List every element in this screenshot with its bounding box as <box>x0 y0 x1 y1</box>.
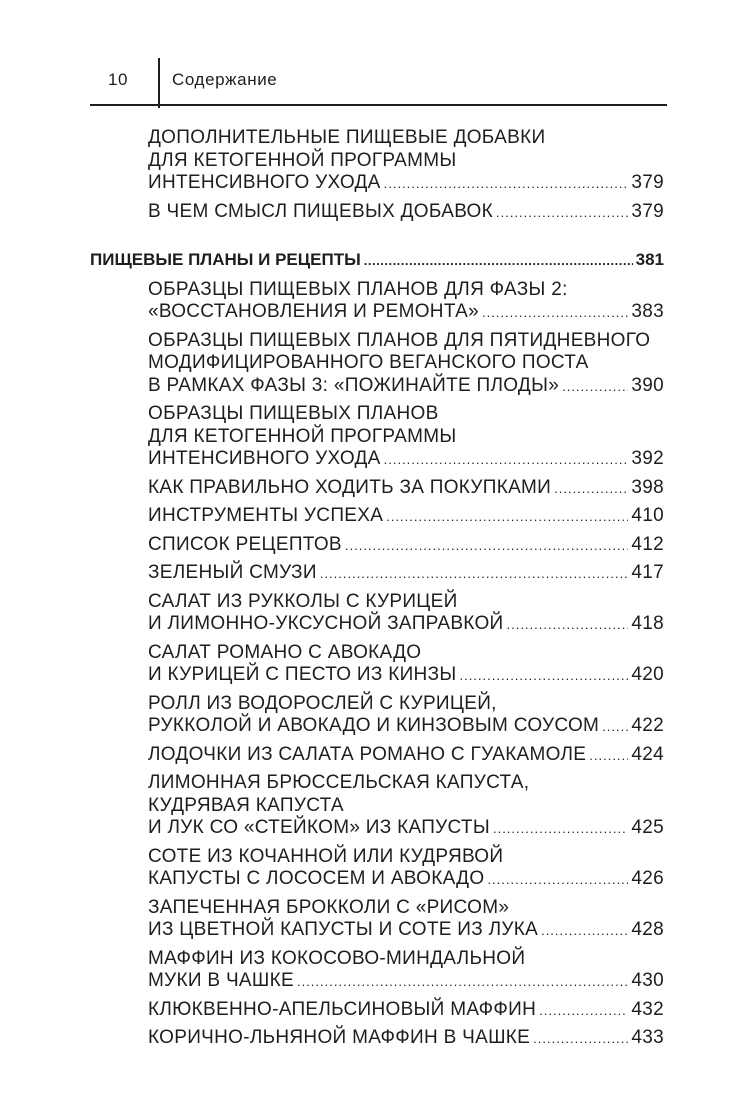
toc-section-heading[interactable] <box>90 249 664 272</box>
toc-entry-title: ИЗ ЦВЕТНОЙ КАПУСТЫ И СОТЕ ИЗ ЛУКА <box>148 919 539 940</box>
toc-entry[interactable] <box>148 1027 664 1050</box>
toc-page-number: 424 <box>631 743 664 765</box>
toc-entry[interactable] <box>148 201 664 224</box>
toc-entry-line: ДЛЯ КЕТОГЕННОЙ ПРОГРАММЫ <box>148 149 457 171</box>
toc-page-number: 417 <box>631 562 664 583</box>
toc-entry-title: КАК ПРАВИЛЬНО ХОДИТЬ ЗА ПОКУПКАМИ <box>148 476 552 498</box>
toc-entry-line: СОТЕ ИЗ КОЧАННОЙ ИЛИ КУДРЯВОЙ <box>148 845 504 867</box>
toc-page-number: 412 <box>631 533 664 555</box>
toc-entry-title: КАПУСТЫ С ЛОСОСЕМ И АВОКАДО <box>148 868 485 889</box>
toc-page-number: 432 <box>631 998 664 1020</box>
toc-entry[interactable] <box>148 330 664 398</box>
header-horizontal-divider <box>90 104 667 106</box>
toc-entry[interactable] <box>148 279 664 324</box>
toc-entry-line: ЛИМОННАЯ БРЮССЕЛЬСКАЯ КАПУСТА, <box>148 772 530 793</box>
toc-entry-line: САЛАТ РОМАНО С АВОКАДО <box>148 641 422 663</box>
toc-entry[interactable] <box>148 772 664 840</box>
toc-page-number: 430 <box>631 970 664 991</box>
toc-entry-line: ОБРАЗЦЫ ПИЩЕВЫХ ПЛАНОВ <box>148 403 439 424</box>
page-number: 10 <box>108 70 128 89</box>
dot-leader <box>459 664 628 687</box>
dot-leader <box>562 375 628 398</box>
toc-entry-title: И ЛУК СО «СТЕЙКОМ» ИЗ КАПУСТЫ <box>148 817 490 838</box>
header-vertical-divider <box>158 58 160 108</box>
dot-leader <box>487 868 628 891</box>
toc-entry[interactable] <box>148 642 664 687</box>
toc-page-number: 428 <box>631 919 664 940</box>
toc-entry-line: КУДРЯВАЯ КАПУСТА <box>148 794 344 816</box>
toc-section-title: ПИЩЕВЫЕ ПЛАНЫ И РЕЦЕПТЫ <box>90 250 361 269</box>
toc-entry[interactable] <box>148 999 664 1022</box>
toc-entry-line: РОЛЛ ИЗ ВОДОРОСЛЕЙ С КУРИЦЕЙ, <box>148 692 497 714</box>
toc-page-number: 379 <box>631 200 664 222</box>
toc-entry-title: МУКИ В ЧАШКЕ <box>148 970 294 991</box>
dot-leader <box>384 448 629 471</box>
toc-entry-title: В РАМКАХ ФАЗЫ 3: «ПОЖИНАЙТЕ ПЛОДЫ» <box>148 374 560 396</box>
toc-entry-line: ДЛЯ КЕТОГЕННОЙ ПРОГРАММЫ <box>148 425 457 447</box>
dot-leader <box>541 919 628 942</box>
dot-leader <box>386 505 628 528</box>
toc-entry-title: ИНТЕНСИВНОГО УХОДА <box>148 172 381 193</box>
toc-entry[interactable] <box>148 693 664 738</box>
dot-leader <box>345 534 628 557</box>
toc-entry-line: ДОПОЛНИТЕЛЬНЫЕ ПИЩЕВЫЕ ДОБАВКИ <box>148 127 546 148</box>
running-title: Содержание <box>172 70 278 89</box>
toc-entry[interactable] <box>148 591 664 636</box>
toc-entry[interactable] <box>148 477 664 500</box>
toc-entry-title: ЛОДОЧКИ ИЗ САЛАТА РОМАНО С ГУАКАМОЛЕ <box>148 743 587 765</box>
toc-entry-title: РУККОЛОЙ И АВОКАДО И КИНЗОВЫМ СОУСОМ <box>148 715 600 736</box>
toc-entry-line: МОДИФИЦИРОВАННОГО ВЕГАНСКОГО ПОСТА <box>148 352 589 373</box>
toc-page-number: 422 <box>631 715 664 736</box>
toc-entry-title: ЗЕЛЕНЫЙ СМУЗИ <box>148 562 317 583</box>
toc-page-number: 392 <box>631 448 664 469</box>
toc-entry[interactable] <box>148 562 664 585</box>
toc-page-number: 410 <box>631 505 664 526</box>
dot-leader <box>602 715 628 738</box>
toc-entry[interactable] <box>148 744 664 767</box>
toc-page-number: 425 <box>631 817 664 838</box>
dot-leader <box>589 744 628 767</box>
toc-entry-title: КЛЮКВЕННО-АПЕЛЬСИНОВЫЙ МАФФИН <box>148 998 537 1020</box>
toc-page-number: 379 <box>631 172 664 193</box>
toc-entry-title: И ЛИМОННО-УКСУСНОЙ ЗАПРАВКОЙ <box>148 613 504 634</box>
toc-entry-title: КОРИЧНО-ЛЬНЯНОЙ МАФФИН В ЧАШКЕ <box>148 1027 531 1048</box>
toc-entry-title: СПИСОК РЕЦЕПТОВ <box>148 533 342 555</box>
toc-entry-title: «ВОССТАНОВЛЕНИЯ И РЕМОНТА» <box>148 301 479 322</box>
toc-entry[interactable] <box>148 897 664 942</box>
dot-leader <box>539 999 628 1022</box>
toc-page-number: 390 <box>631 374 664 396</box>
dot-leader <box>496 201 628 224</box>
dot-leader <box>506 613 628 636</box>
toc-entry[interactable] <box>148 534 664 557</box>
dot-leader <box>482 301 628 324</box>
dot-leader <box>320 562 629 585</box>
toc-entry[interactable] <box>148 127 664 195</box>
toc-page-number: 433 <box>631 1027 664 1048</box>
page-header <box>0 0 738 110</box>
toc-page-number: 383 <box>631 301 664 322</box>
toc-entry-title: В ЧЕМ СМЫСЛ ПИЩЕВЫХ ДОБАВОК <box>148 200 493 222</box>
table-of-contents <box>0 127 738 1056</box>
toc-entry-line: САЛАТ ИЗ РУККОЛЫ С КУРИЦЕЙ <box>148 590 458 612</box>
dot-leader <box>533 1027 628 1050</box>
toc-entry[interactable] <box>148 948 664 993</box>
dot-leader <box>364 249 633 272</box>
toc-entry[interactable] <box>148 846 664 891</box>
dot-leader <box>384 172 629 195</box>
toc-entry-title: ИНТЕНСИВНОГО УХОДА <box>148 448 381 469</box>
toc-page-number: 398 <box>631 476 664 498</box>
toc-entry-line: ОБРАЗЦЫ ПИЩЕВЫХ ПЛАНОВ ДЛЯ ПЯТИДНЕВНОГО <box>148 329 651 351</box>
toc-entry-line: ЗАПЕЧЕННАЯ БРОККОЛИ С «РИСОМ» <box>148 896 510 918</box>
toc-entry-title: ИНСТРУМЕНТЫ УСПЕХА <box>148 505 384 526</box>
dot-leader <box>554 477 628 500</box>
toc-entry-title: И КУРИЦЕЙ С ПЕСТО ИЗ КИНЗЫ <box>148 664 457 685</box>
toc-page-number: 381 <box>635 250 664 269</box>
toc-entry-line: ОБРАЗЦЫ ПИЩЕВЫХ ПЛАНОВ ДЛЯ ФАЗЫ 2: <box>148 278 568 300</box>
toc-entry[interactable] <box>148 505 664 528</box>
toc-entry[interactable] <box>148 403 664 471</box>
toc-page-number: 418 <box>631 613 664 634</box>
toc-page-number: 420 <box>631 664 664 685</box>
dot-leader <box>493 817 628 840</box>
dot-leader <box>297 970 628 993</box>
toc-page-number: 426 <box>631 868 664 889</box>
toc-entry-line: МАФФИН ИЗ КОКОСОВО-МИНДАЛЬНОЙ <box>148 947 526 969</box>
